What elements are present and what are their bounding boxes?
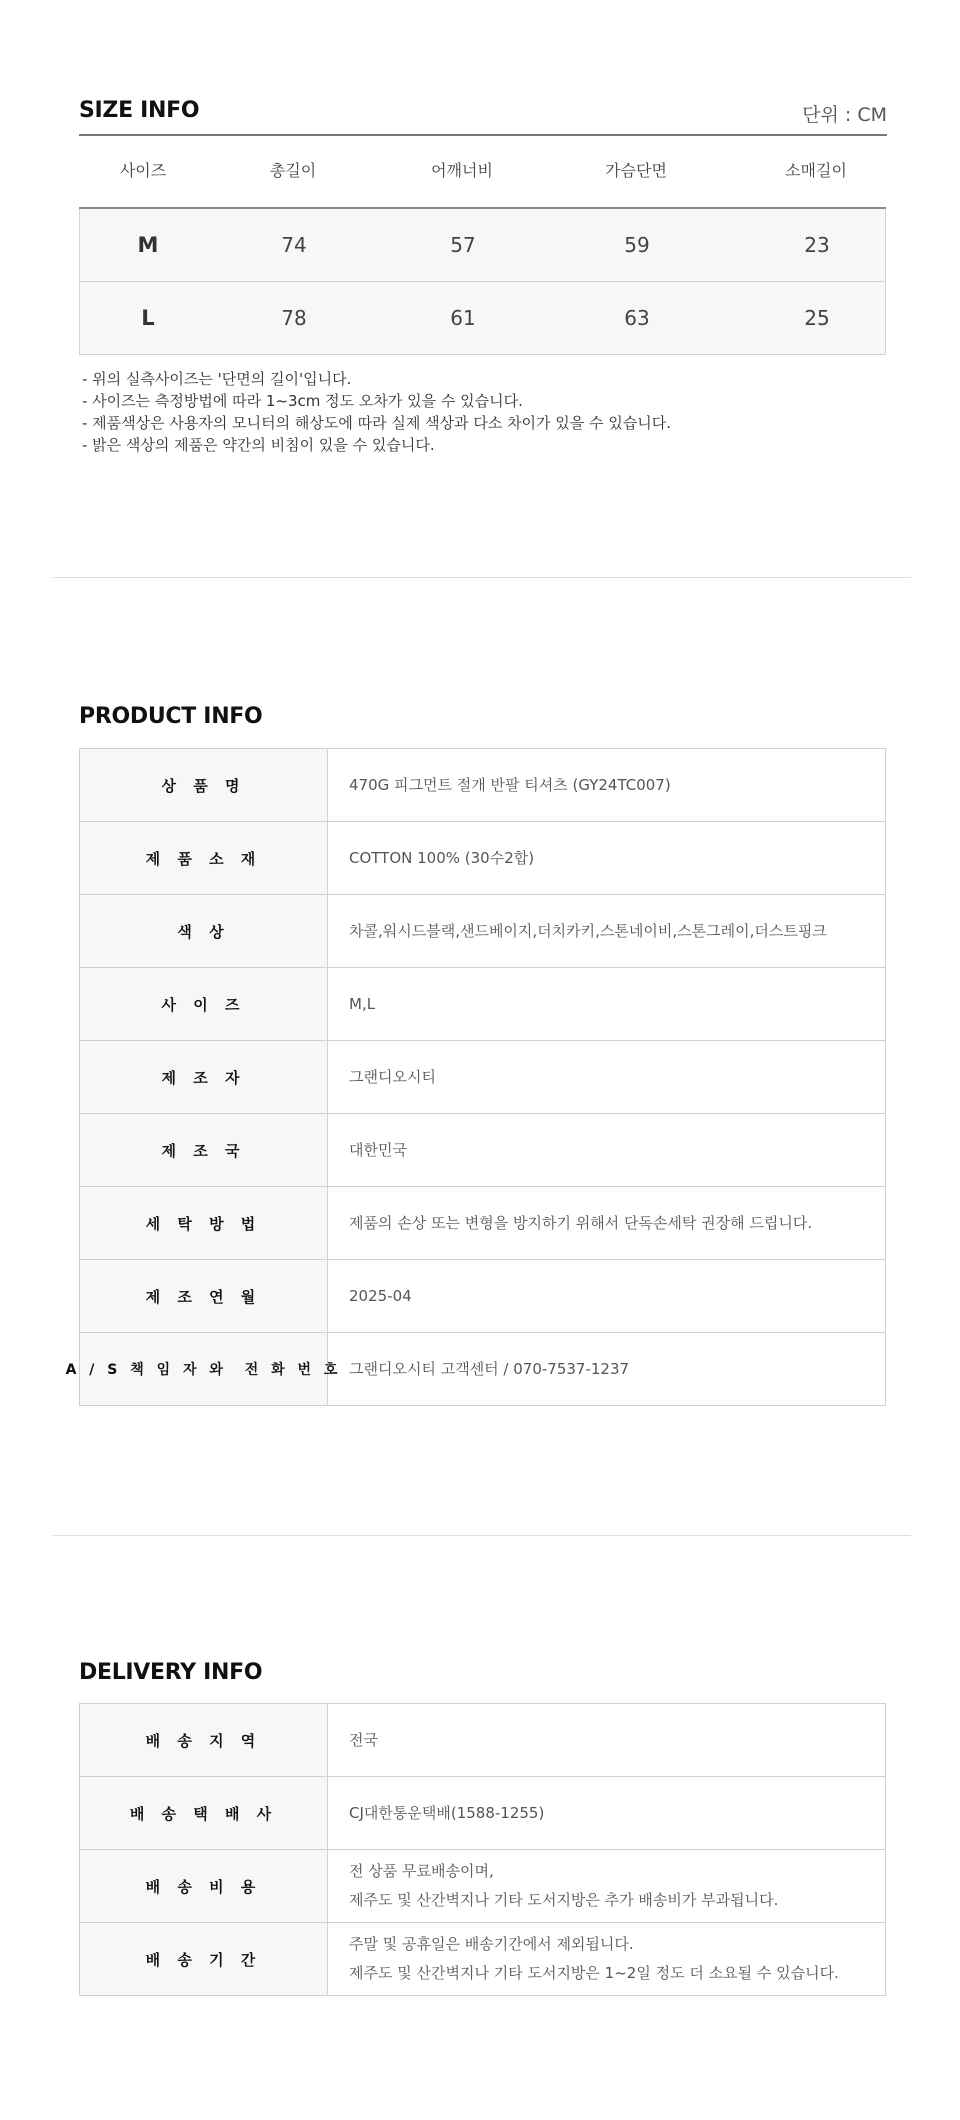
row-label: 제 조 자 xyxy=(80,1041,328,1113)
product-row-color xyxy=(79,895,886,968)
delivery-info-table xyxy=(79,1703,886,1996)
row-label: 배 송 택 배 사 xyxy=(80,1777,328,1849)
row-value: 2025-04 xyxy=(349,1286,412,1305)
size-note: - 제품색상은 사용자의 모니터의 해상도에 따라 실제 색상과 다소 차이가 있을 수 있습니다. xyxy=(82,414,672,432)
row-value: 그랜디오시티 고객센터 / 070-7537-1237 xyxy=(349,1359,630,1378)
size-label: M xyxy=(137,233,159,257)
product-row-manufacture-date xyxy=(79,1260,886,1333)
size-label: L xyxy=(141,306,155,330)
row-label: 상 품 명 xyxy=(80,749,328,821)
chest-value: 63 xyxy=(624,306,650,330)
product-row-name xyxy=(79,749,886,822)
size-row-l xyxy=(79,282,886,355)
header-total-length: 총길이 xyxy=(269,161,317,180)
size-table xyxy=(79,207,886,355)
row-value: COTTON 100% (30수2합) xyxy=(349,848,535,867)
product-row-size xyxy=(79,968,886,1041)
row-label: 배 송 비 용 xyxy=(80,1850,328,1922)
sleeve-value: 25 xyxy=(804,306,830,330)
row-label: 색 상 xyxy=(80,895,328,967)
row-label: 배 송 기 간 xyxy=(80,1923,328,1995)
size-note: - 사이즈는 측정방법에 따라 1~3cm 정도 오차가 있을 수 있습니다. xyxy=(82,392,523,410)
product-row-material xyxy=(79,822,886,895)
row-label: 제 조 연 월 xyxy=(80,1260,328,1332)
product-row-country xyxy=(79,1114,886,1187)
size-info-title: SIZE INFO xyxy=(79,98,200,123)
row-value-line2: 제주도 및 산간벽지나 기타 도서지방은 추가 배송비가 부과됩니다. xyxy=(349,1891,779,1909)
header-size: 사이즈 xyxy=(119,161,167,180)
row-value: 전국 xyxy=(349,1730,378,1749)
row-value-line2: 제주도 및 산간벽지나 기타 도서지방은 1~2일 정도 더 소요될 수 있습니다. xyxy=(349,1964,839,1982)
shoulder-value: 61 xyxy=(450,306,476,330)
size-unit-label: 단위 : CM xyxy=(802,104,887,126)
delivery-row-period xyxy=(79,1923,886,1996)
header-chest: 가슴단면 xyxy=(605,161,667,180)
row-label: 사 이 즈 xyxy=(80,968,328,1040)
size-notes xyxy=(82,368,671,456)
row-label: A / S 책 임 자 와 전 화 번 호 xyxy=(80,1333,328,1405)
row-label: 배 송 지 역 xyxy=(80,1704,328,1776)
delivery-row-courier xyxy=(79,1777,886,1850)
delivery-row-cost xyxy=(79,1850,886,1923)
section-divider xyxy=(53,1535,911,1536)
size-note: - 위의 실측사이즈는 '단면의 길이'입니다. xyxy=(82,370,352,388)
row-value: CJ대한통운택배(1588-1255) xyxy=(349,1803,545,1822)
size-row-m xyxy=(79,209,886,282)
chest-value: 59 xyxy=(624,233,650,257)
size-table-header xyxy=(79,150,887,190)
row-value: 제품의 손상 또는 변형을 방지하기 위해서 단독손세탁 권장해 드립니다. xyxy=(349,1213,813,1232)
row-value: 그랜디오시티 xyxy=(349,1067,436,1086)
row-value: M,L xyxy=(349,994,376,1013)
row-label: 세 탁 방 법 xyxy=(80,1187,328,1259)
row-label: 제 조 국 xyxy=(80,1114,328,1186)
delivery-row-region xyxy=(79,1704,886,1777)
row-value: 대한민국 xyxy=(349,1140,407,1159)
row-value-line1: 전 상품 무료배송이며, xyxy=(349,1862,494,1880)
product-row-washing xyxy=(79,1187,886,1260)
product-info-table xyxy=(65,748,886,1406)
header-sleeve: 소매길이 xyxy=(785,161,847,180)
header-shoulder: 어깨너비 xyxy=(431,161,493,180)
shoulder-value: 57 xyxy=(450,233,476,257)
row-value: 차콜,워시드블랙,샌드베이지,더치카키,스톤네이비,스톤그레이,더스트핑크 xyxy=(349,921,827,940)
row-value: 470G 피그먼트 절개 반팔 티셔츠 (GY24TC007) xyxy=(349,775,671,794)
row-label: 제 품 소 재 xyxy=(80,822,328,894)
total-length-value: 74 xyxy=(281,233,307,257)
delivery-info-title: DELIVERY INFO xyxy=(79,1660,263,1685)
product-info-title: PRODUCT INFO xyxy=(79,704,263,729)
row-value-line1: 주말 및 공휴일은 배송기간에서 제외됩니다. xyxy=(349,1935,634,1953)
product-row-as-contact xyxy=(65,1333,886,1406)
product-row-manufacturer xyxy=(79,1041,886,1114)
size-title-divider xyxy=(79,134,887,136)
size-note: - 밝은 색상의 제품은 약간의 비침이 있을 수 있습니다. xyxy=(82,436,435,454)
sleeve-value: 23 xyxy=(804,233,830,257)
total-length-value: 78 xyxy=(281,306,307,330)
section-divider xyxy=(53,577,911,578)
